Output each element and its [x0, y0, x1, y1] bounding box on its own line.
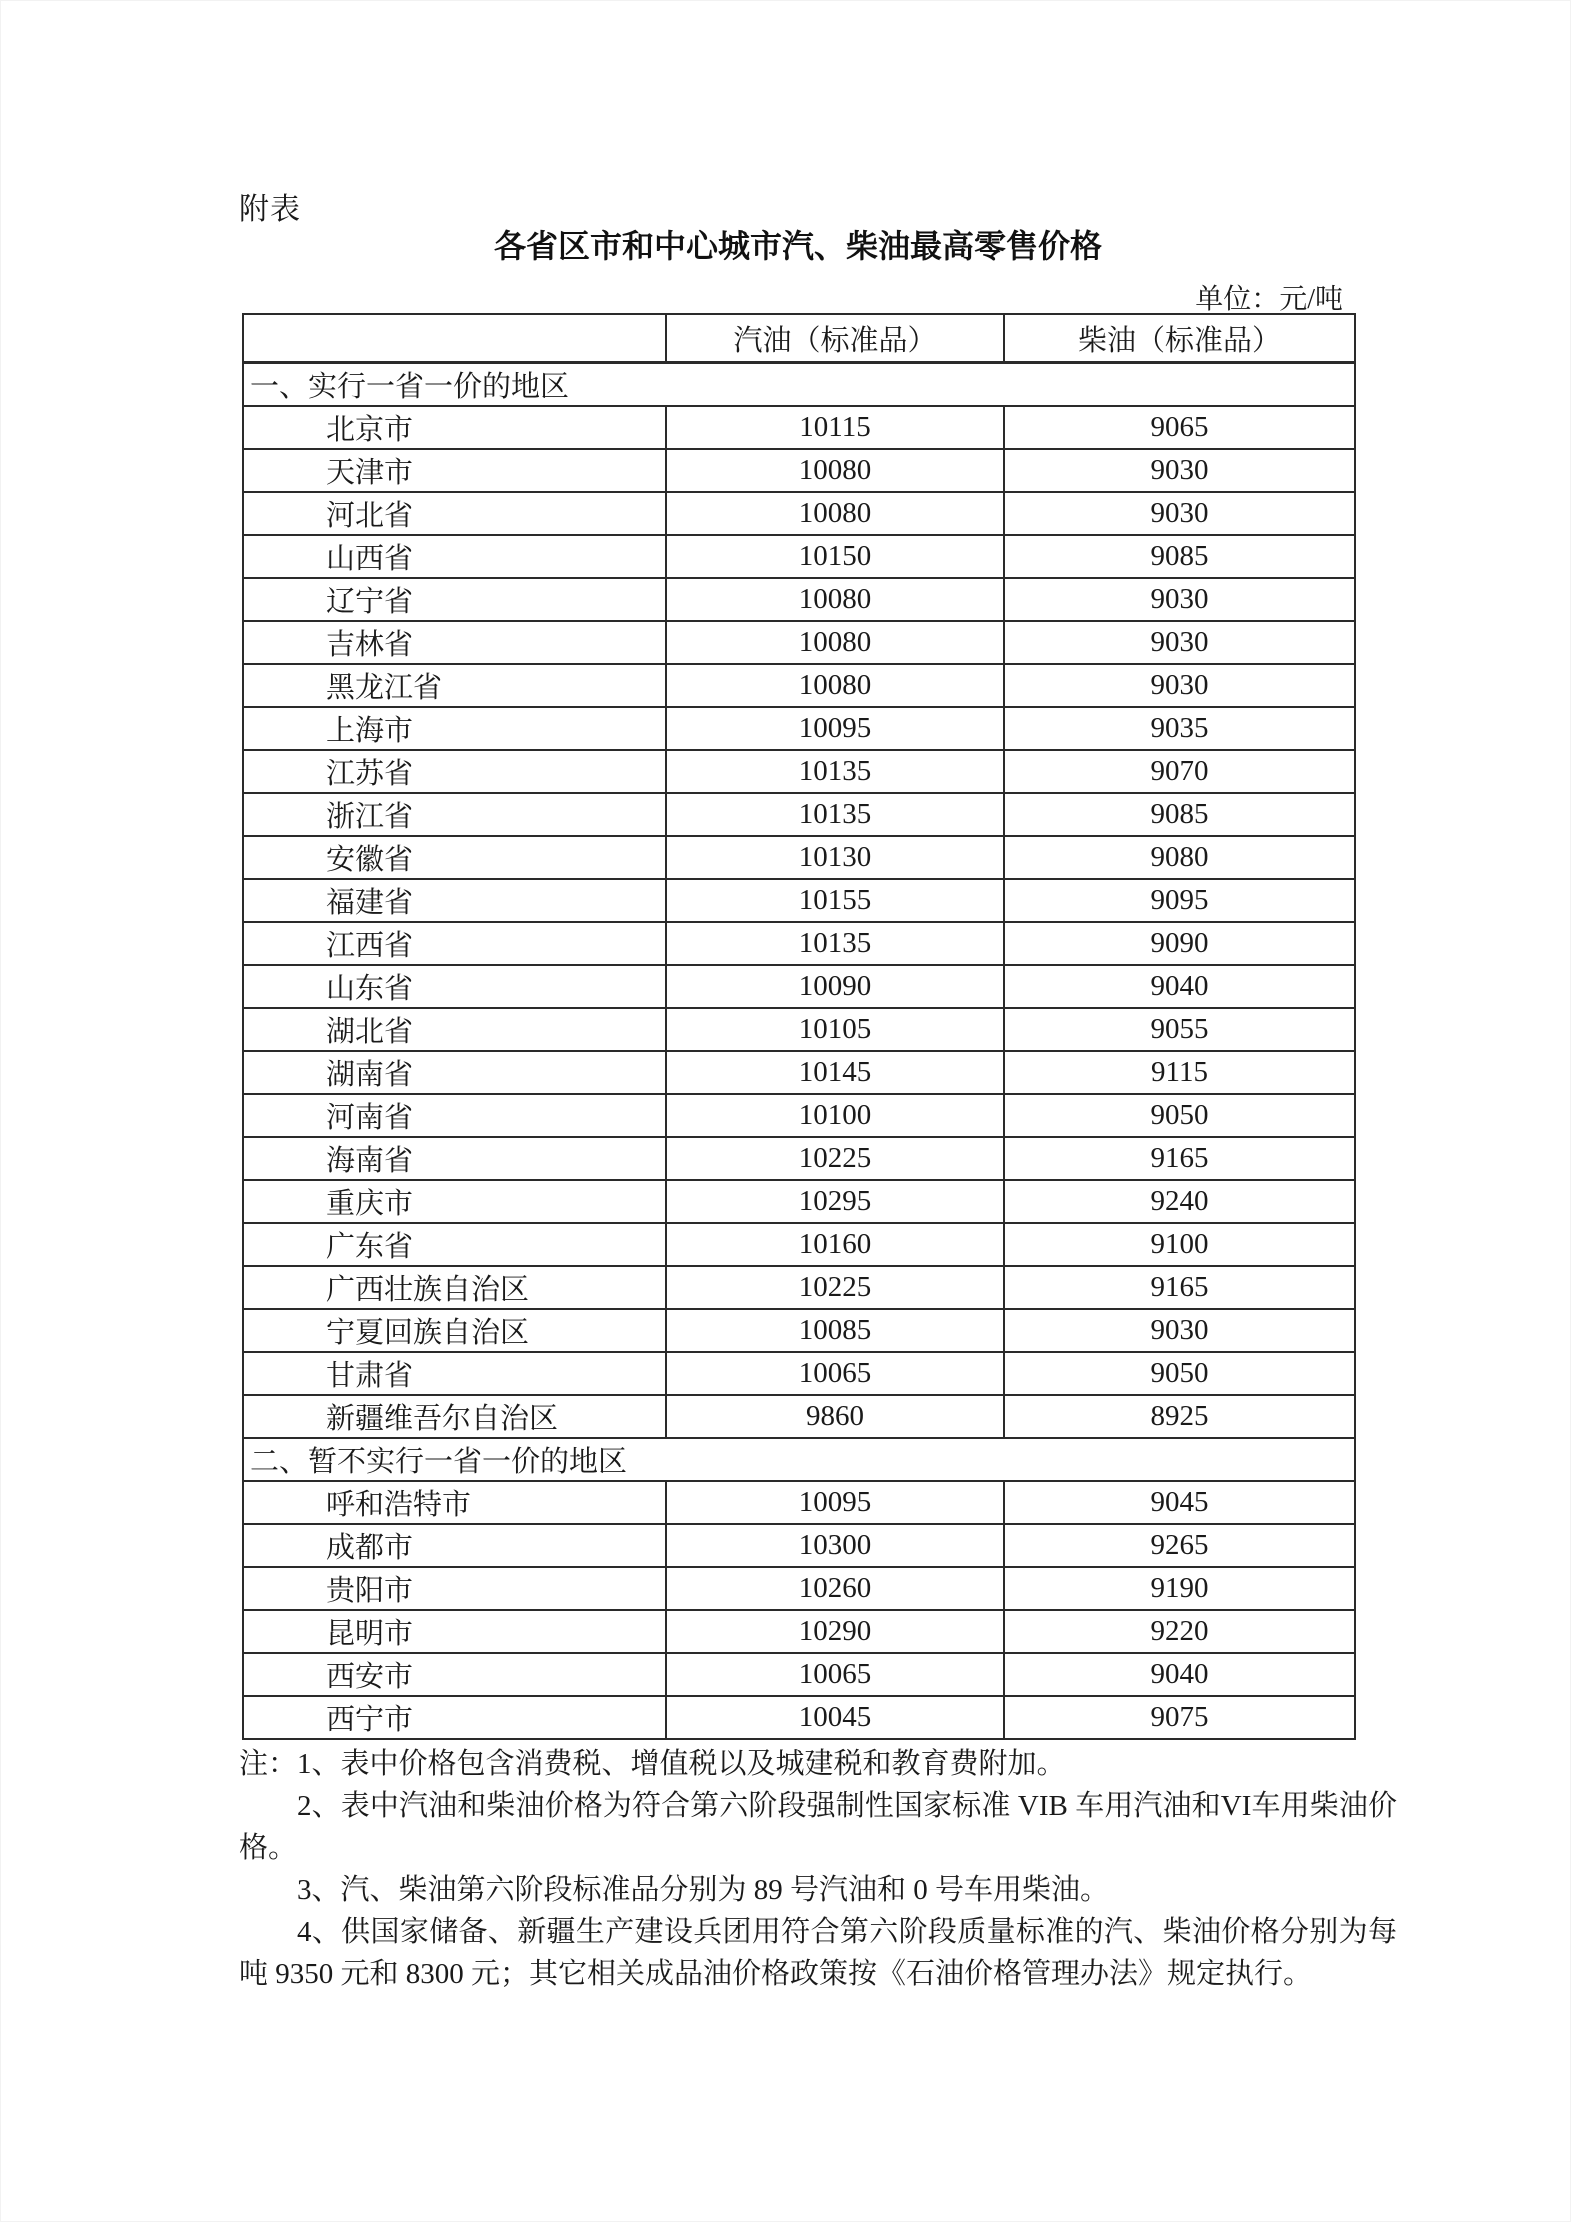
region-cell: 西安市 — [243, 1653, 666, 1696]
region-cell: 湖南省 — [243, 1051, 666, 1094]
diesel-price-cell: 9040 — [1004, 965, 1355, 1008]
region-cell: 贵阳市 — [243, 1567, 666, 1610]
gasoline-price-cell: 10115 — [666, 406, 1004, 449]
table-row — [243, 1309, 1355, 1352]
region-cell: 河南省 — [243, 1094, 666, 1137]
gasoline-column-header: 汽油（标准品） — [666, 314, 1004, 363]
region-cell: 湖北省 — [243, 1008, 666, 1051]
gasoline-price-cell: 10090 — [666, 965, 1004, 1008]
diesel-price-cell: 9035 — [1004, 707, 1355, 750]
gasoline-price-cell: 10225 — [666, 1137, 1004, 1180]
gasoline-price-cell: 10135 — [666, 922, 1004, 965]
region-cell: 重庆市 — [243, 1180, 666, 1223]
gasoline-price-cell: 10095 — [666, 707, 1004, 750]
table-row — [243, 578, 1355, 621]
table-row — [243, 1352, 1355, 1395]
region-cell: 福建省 — [243, 879, 666, 922]
gasoline-price-cell: 10135 — [666, 793, 1004, 836]
table-row — [243, 492, 1355, 535]
diesel-price-cell: 9240 — [1004, 1180, 1355, 1223]
table-row — [243, 1094, 1355, 1137]
diesel-price-cell: 9075 — [1004, 1696, 1355, 1739]
diesel-price-cell: 9050 — [1004, 1352, 1355, 1395]
gasoline-price-cell: 10045 — [666, 1696, 1004, 1739]
diesel-price-cell: 9030 — [1004, 449, 1355, 492]
table-row — [243, 1524, 1355, 1567]
diesel-price-cell: 9055 — [1004, 1008, 1355, 1051]
region-cell: 海南省 — [243, 1137, 666, 1180]
region-cell: 江西省 — [243, 922, 666, 965]
notes-block — [239, 1743, 1397, 1995]
gasoline-price-cell: 10105 — [666, 1008, 1004, 1051]
section-header-row — [243, 363, 1355, 407]
region-cell: 甘肃省 — [243, 1352, 666, 1395]
diesel-price-cell: 9070 — [1004, 750, 1355, 793]
table-row — [243, 1481, 1355, 1524]
gasoline-price-cell: 10150 — [666, 535, 1004, 578]
region-column-header — [243, 314, 666, 363]
table-row — [243, 922, 1355, 965]
diesel-price-cell: 9265 — [1004, 1524, 1355, 1567]
table-row — [243, 836, 1355, 879]
region-cell: 广西壮族自治区 — [243, 1266, 666, 1309]
note-line-1: 注：1、表中价格包含消费税、增值税以及城建税和教育费附加。 — [239, 1748, 1066, 1780]
diesel-column-header: 柴油（标准品） — [1004, 314, 1355, 363]
gasoline-price-cell: 10080 — [666, 492, 1004, 535]
diesel-price-cell: 9085 — [1004, 535, 1355, 578]
gasoline-price-cell: 10135 — [666, 750, 1004, 793]
region-cell: 西宁市 — [243, 1696, 666, 1739]
table-header-row — [243, 314, 1355, 363]
table-row — [243, 707, 1355, 750]
table-row — [243, 793, 1355, 836]
diesel-price-cell: 9065 — [1004, 406, 1355, 449]
section-header: 二、暂不实行一省一价的地区 — [243, 1438, 1355, 1481]
table-row — [243, 1395, 1355, 1438]
note-line-2: 2、表中汽油和柴油价格为符合第六阶段强制性国家标准 VIB 车用汽油和VI车用柴油价格。 — [239, 1790, 1397, 1864]
page-title: 各省区市和中心城市汽、柴油最高零售价格 — [493, 228, 1102, 264]
table-row — [243, 1266, 1355, 1309]
gasoline-price-cell: 10065 — [666, 1352, 1004, 1395]
table-row — [243, 1180, 1355, 1223]
region-cell: 吉林省 — [243, 621, 666, 664]
unit-label: 单位：元/吨 — [1195, 284, 1343, 315]
gasoline-price-cell: 10080 — [666, 664, 1004, 707]
diesel-price-cell: 9095 — [1004, 879, 1355, 922]
diesel-price-cell: 9030 — [1004, 492, 1355, 535]
gasoline-price-cell: 10300 — [666, 1524, 1004, 1567]
diesel-price-cell: 9085 — [1004, 793, 1355, 836]
region-cell: 北京市 — [243, 406, 666, 449]
diesel-price-cell: 9030 — [1004, 1309, 1355, 1352]
table-row — [243, 879, 1355, 922]
note-line-4: 4、供国家储备、新疆生产建设兵团用符合第六阶段质量标准的汽、柴油价格分别为每吨 9350 元和 8300 元；其它相关成品油价格政策按《石油价格管理办法》规定执行。 — [239, 1916, 1397, 1990]
table-row — [243, 621, 1355, 664]
table-row — [243, 535, 1355, 578]
gasoline-price-cell: 10085 — [666, 1309, 1004, 1352]
region-cell: 成都市 — [243, 1524, 666, 1567]
note-line-3: 3、汽、柴油第六阶段标准品分别为 89 号汽油和 0 号车用柴油。 — [297, 1874, 1110, 1906]
region-cell: 新疆维吾尔自治区 — [243, 1395, 666, 1438]
diesel-price-cell: 9040 — [1004, 1653, 1355, 1696]
diesel-price-cell: 9220 — [1004, 1610, 1355, 1653]
diesel-price-cell: 9045 — [1004, 1481, 1355, 1524]
table-row — [243, 1567, 1355, 1610]
gasoline-price-cell: 10295 — [666, 1180, 1004, 1223]
gasoline-price-cell: 10080 — [666, 621, 1004, 664]
diesel-price-cell: 9050 — [1004, 1094, 1355, 1137]
table-row — [243, 965, 1355, 1008]
region-cell: 山东省 — [243, 965, 666, 1008]
diesel-price-cell: 9030 — [1004, 578, 1355, 621]
table-row — [243, 449, 1355, 492]
diesel-price-cell: 9190 — [1004, 1567, 1355, 1610]
annex-label: 附表 — [239, 193, 301, 226]
gasoline-price-cell: 10225 — [666, 1266, 1004, 1309]
table-row — [243, 1610, 1355, 1653]
gasoline-price-cell: 10080 — [666, 578, 1004, 621]
diesel-price-cell: 9100 — [1004, 1223, 1355, 1266]
diesel-price-cell: 8925 — [1004, 1395, 1355, 1438]
gasoline-price-cell: 10100 — [666, 1094, 1004, 1137]
table-row — [243, 1653, 1355, 1696]
table-row — [243, 1008, 1355, 1051]
region-cell: 浙江省 — [243, 793, 666, 836]
region-cell: 黑龙江省 — [243, 664, 666, 707]
region-cell: 江苏省 — [243, 750, 666, 793]
table-row — [243, 406, 1355, 449]
table-row — [243, 750, 1355, 793]
region-cell: 天津市 — [243, 449, 666, 492]
diesel-price-cell: 9080 — [1004, 836, 1355, 879]
region-cell: 安徽省 — [243, 836, 666, 879]
gasoline-price-cell: 10095 — [666, 1481, 1004, 1524]
diesel-price-cell: 9165 — [1004, 1266, 1355, 1309]
region-cell: 广东省 — [243, 1223, 666, 1266]
region-cell: 河北省 — [243, 492, 666, 535]
region-cell: 呼和浩特市 — [243, 1481, 666, 1524]
table-row — [243, 1137, 1355, 1180]
gasoline-price-cell: 10145 — [666, 1051, 1004, 1094]
gasoline-price-cell: 10160 — [666, 1223, 1004, 1266]
diesel-price-cell: 9030 — [1004, 664, 1355, 707]
gasoline-price-cell: 10290 — [666, 1610, 1004, 1653]
table-row — [243, 1223, 1355, 1266]
gasoline-price-cell: 10260 — [666, 1567, 1004, 1610]
gasoline-price-cell: 10130 — [666, 836, 1004, 879]
region-cell: 辽宁省 — [243, 578, 666, 621]
section-header: 一、实行一省一价的地区 — [243, 363, 1355, 407]
diesel-price-cell: 9090 — [1004, 922, 1355, 965]
gasoline-price-cell: 9860 — [666, 1395, 1004, 1438]
diesel-price-cell: 9115 — [1004, 1051, 1355, 1094]
table-row — [243, 664, 1355, 707]
section-header-row — [243, 1438, 1355, 1481]
gasoline-price-cell: 10065 — [666, 1653, 1004, 1696]
table-row — [243, 1051, 1355, 1094]
table-row — [243, 1696, 1355, 1739]
gasoline-price-cell: 10080 — [666, 449, 1004, 492]
region-cell: 昆明市 — [243, 1610, 666, 1653]
diesel-price-cell: 9030 — [1004, 621, 1355, 664]
diesel-price-cell: 9165 — [1004, 1137, 1355, 1180]
region-cell: 宁夏回族自治区 — [243, 1309, 666, 1352]
region-cell: 上海市 — [243, 707, 666, 750]
gasoline-price-cell: 10155 — [666, 879, 1004, 922]
price-table — [242, 313, 1356, 1740]
region-cell: 山西省 — [243, 535, 666, 578]
